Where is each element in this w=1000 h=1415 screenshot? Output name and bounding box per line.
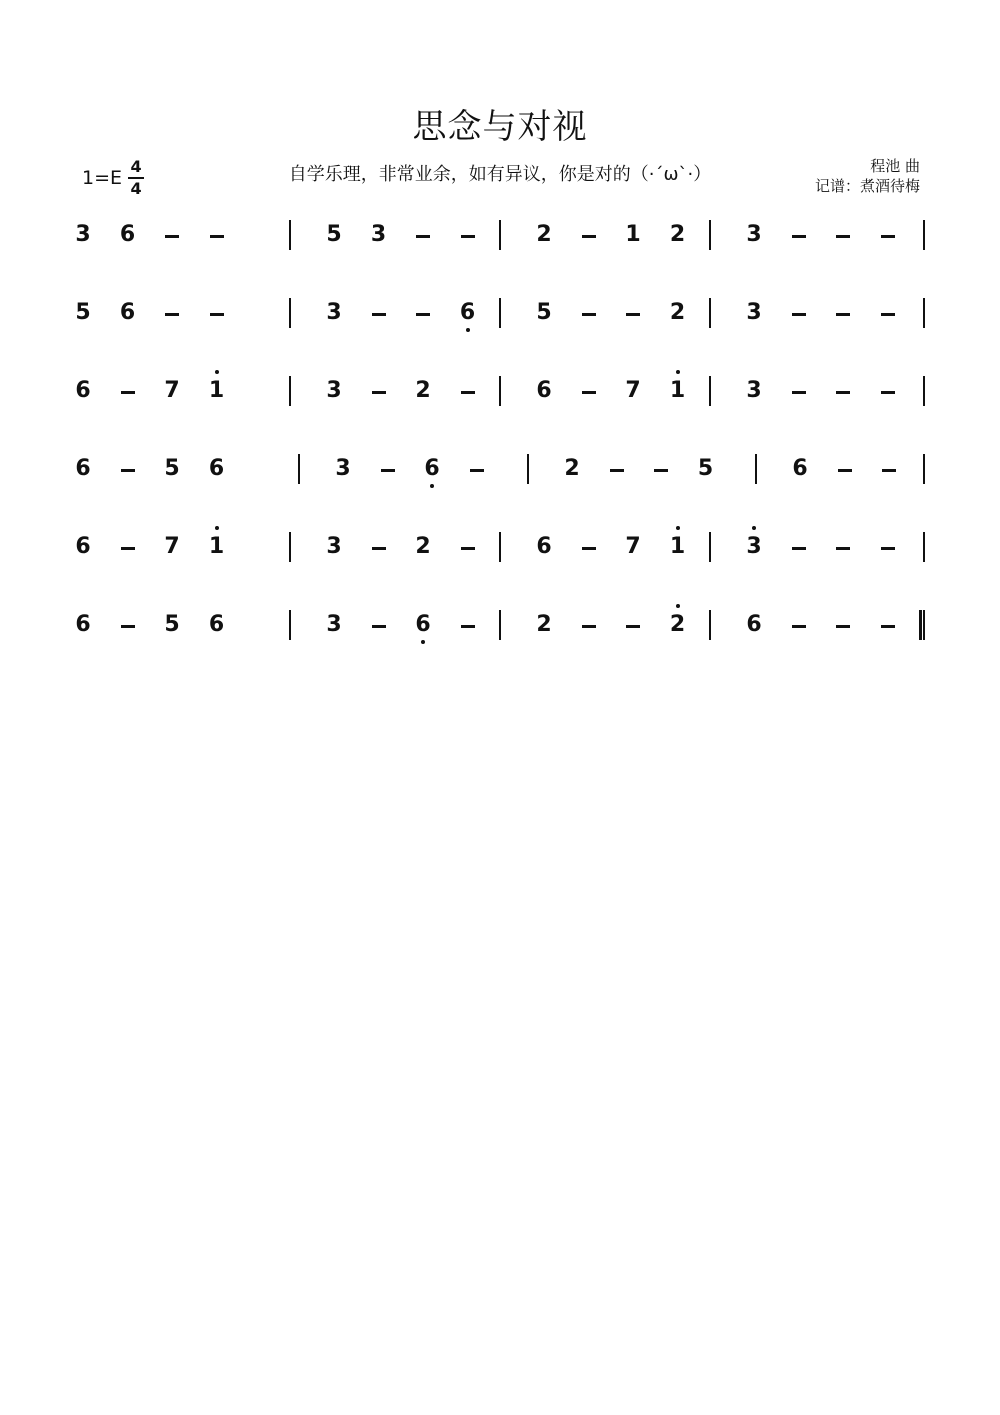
barline [298,454,300,484]
sustain-dash [792,625,806,628]
note: 6 [792,456,808,481]
note: 3 [326,300,342,325]
note: 6 [536,534,552,559]
note: 7 [164,378,180,403]
high-octave-dot [676,604,680,608]
note: 3 [75,222,91,247]
note: 5 [326,222,342,247]
note: 6 [208,456,225,481]
sustain-dash [882,469,896,472]
sustain-dash [881,313,895,316]
sustain-dash [836,313,850,316]
barline [709,298,711,328]
barline [923,532,925,562]
high-octave-dot [215,526,219,530]
note: 2 [415,534,431,559]
note: 6 [75,612,91,637]
sustain-dash [626,313,640,316]
score [0,0,1000,700]
note: 3 [335,456,351,481]
note: 3 [746,300,762,325]
barline [923,298,925,328]
sustain-dash [582,313,596,316]
sustain-dash [881,625,895,628]
note: 1 [208,534,225,559]
note: 2 [669,300,686,325]
sustain-dash [461,391,475,394]
barline [289,376,291,406]
low-octave-dot [421,640,425,644]
note: 6 [119,300,136,325]
sustain-dash [470,469,484,472]
note: 5 [164,612,180,637]
sustain-dash [838,469,852,472]
sustain-dash [165,235,179,238]
barline [709,376,711,406]
sustain-dash [121,391,135,394]
sustain-dash [881,235,895,238]
high-octave-dot [215,370,219,374]
note: 1 [669,534,686,559]
note: 5 [697,456,714,481]
sustain-dash [792,235,806,238]
note: 7 [625,378,641,403]
time-signature-denominator: 4 [130,179,142,198]
key-tonic: 1=E [82,167,123,189]
sustain-dash [416,313,430,316]
barline [289,532,291,562]
note: 5 [164,456,180,481]
sustain-dash [210,235,224,238]
note: 6 [119,222,136,247]
note: 3 [746,222,762,247]
note: 2 [536,612,552,637]
sustain-dash [461,235,475,238]
note: 5 [75,300,91,325]
barline [499,610,501,640]
note: 3 [370,222,387,247]
sustain-dash [121,547,135,550]
sustain-dash [582,235,596,238]
barline [709,610,711,640]
sustain-dash [792,547,806,550]
note: 1 [669,378,686,403]
high-octave-dot [676,526,680,530]
barline [755,454,757,484]
note: 5 [536,300,552,325]
barline [923,610,925,640]
sustain-dash [626,625,640,628]
note: 3 [326,378,342,403]
barline [499,298,501,328]
sustain-dash [792,313,806,316]
sustain-dash [881,391,895,394]
sustain-dash [210,313,224,316]
note: 2 [669,222,686,247]
composer-credit: 程池 曲 [870,157,920,175]
note: 7 [164,534,180,559]
barline [527,454,529,484]
sustain-dash [165,313,179,316]
note: 6 [208,612,225,637]
high-octave-dot [752,526,756,530]
sustain-dash [836,547,850,550]
song-title: 思念与对视 [412,107,588,147]
barline [289,610,291,640]
barline [709,532,711,562]
sustain-dash [372,547,386,550]
note: 6 [415,612,431,637]
sustain-dash [836,625,850,628]
low-octave-dot [430,484,434,488]
barline [923,376,925,406]
sustain-dash [372,313,386,316]
note: 3 [326,612,342,637]
sustain-dash [121,625,135,628]
sustain-dash [582,547,596,550]
sustain-dash [881,547,895,550]
sustain-dash [582,625,596,628]
sustain-dash [461,547,475,550]
low-octave-dot [466,328,470,332]
note: 2 [669,612,686,637]
sustain-dash [461,625,475,628]
sustain-dash [792,391,806,394]
note: 6 [536,378,552,403]
note: 6 [459,300,476,325]
note: 6 [746,612,762,637]
note: 1 [625,222,641,247]
barline [499,376,501,406]
time-signature-numerator: 4 [130,157,142,176]
note: 6 [424,456,440,481]
note: 6 [75,456,91,481]
barline [709,220,711,250]
barline [499,532,501,562]
final-barline [919,610,922,640]
sustain-dash [121,469,135,472]
sustain-dash [416,235,430,238]
note: 1 [208,378,225,403]
sustain-dash [610,469,624,472]
sustain-dash [372,391,386,394]
barline [289,298,291,328]
transcriber-credit: 记谱：煮酒待梅 [814,177,920,195]
barline [923,220,925,250]
sustain-dash [836,391,850,394]
barline [923,454,925,484]
note: 6 [75,534,91,559]
sustain-dash [381,469,395,472]
note: 3 [746,534,762,559]
high-octave-dot [676,370,680,374]
subtitle-note: 自学乐理，非常业余，如有异议，你是对的（·´ω`·） [288,164,712,185]
note: 3 [746,378,762,403]
barline [289,220,291,250]
note: 6 [75,378,91,403]
barline [499,220,501,250]
note: 2 [536,222,552,247]
sustain-dash [836,235,850,238]
sustain-dash [582,391,596,394]
note: 3 [326,534,342,559]
note: 7 [625,534,641,559]
sustain-dash [654,469,668,472]
note: 2 [415,378,431,403]
sustain-dash [372,625,386,628]
note: 2 [564,456,580,481]
